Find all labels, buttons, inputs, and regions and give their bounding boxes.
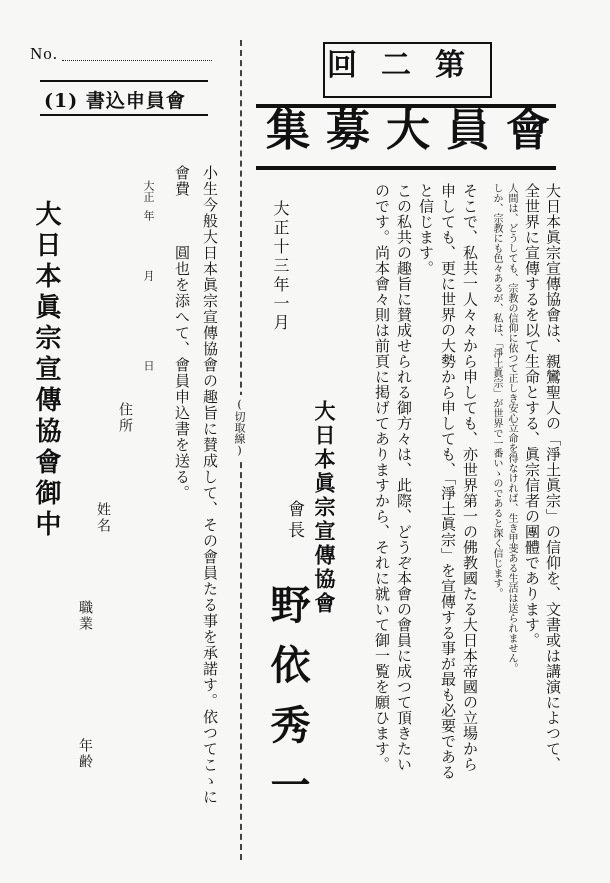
slip-body-line-1: 小生今般大日本眞宗宣傳協會の趣旨に賛成して、その會員たる事を承諾す。依つてこゝに: [201, 165, 219, 805]
slip-field-age: 年齢: [77, 738, 93, 770]
notice-date: 大正十三年一月: [271, 200, 290, 333]
notice-chief-name: 野依秀一: [264, 584, 311, 824]
slip-date-month: 月: [142, 270, 155, 281]
notice-association: 大日本眞宗宣傳協會: [312, 400, 337, 616]
notice-line-6: 申しても、更に世界の大勢から申しても、「淨土眞宗」を宣傳する事が最も必要である: [439, 183, 457, 780]
notice-line-8: この私共の趣旨に賛成せられる御方々は、此際、どうぞ本會の會員に成つて頂きたい: [395, 183, 413, 772]
slip-date-era: 大正: [142, 180, 155, 202]
notice-line-2: 全世界に宣傳するを以て生命とする、眞宗信者の團體であります。: [523, 183, 541, 648]
notice-subtitle: 回二第: [327, 48, 489, 83]
notice-chief-title: 會長: [284, 500, 304, 542]
slip-field-name: 姓名: [95, 502, 111, 534]
notice-line-9: のです。尚本會々則は前頁に掲げてありますから、それに就いて御一覧を願ひます。: [373, 183, 391, 772]
slip-date-day: 日: [142, 360, 155, 371]
slip-date-year: 年: [142, 210, 155, 221]
slip-addressee: 大日本眞宗宣傳協會御中: [31, 200, 61, 541]
notice-line-5: そこで、私共一人々々から申しても、亦世界第一の佛教國たる大日本帝國の立場から: [461, 183, 479, 772]
slip-field-occupation: 職業: [77, 600, 93, 632]
number-line: [62, 60, 212, 61]
slip-body-line-2: 會費: [173, 165, 191, 197]
notice-title: 集募大員會: [266, 105, 566, 156]
cut-line-label: (切取線): [234, 395, 245, 460]
notice-line-3: 人間は、どうしても、宗教の信仰に依つて正しき安心立命を得なければ、生き甲斐ある生活は送られません。: [506, 183, 517, 673]
slip-body-line-3: 圓也を添へて、會員申込書を送る。: [173, 245, 191, 501]
notice-line-1: 大日本眞宗宣傳協會は、親鸞聖人の「淨土眞宗」の信仰を、文書或は講演によつて、: [544, 183, 562, 772]
number-label: No.: [30, 44, 59, 63]
notice-line-7: と信じます。: [417, 183, 435, 276]
notice-line-4: しか、宗教にも色々あるが、私は、「淨土眞宗」が世界で一番いゝのであると深く信じます。: [491, 183, 502, 598]
slip-title: (1) 書込申員會: [44, 90, 186, 112]
slip-field-address: 住所: [117, 402, 133, 434]
